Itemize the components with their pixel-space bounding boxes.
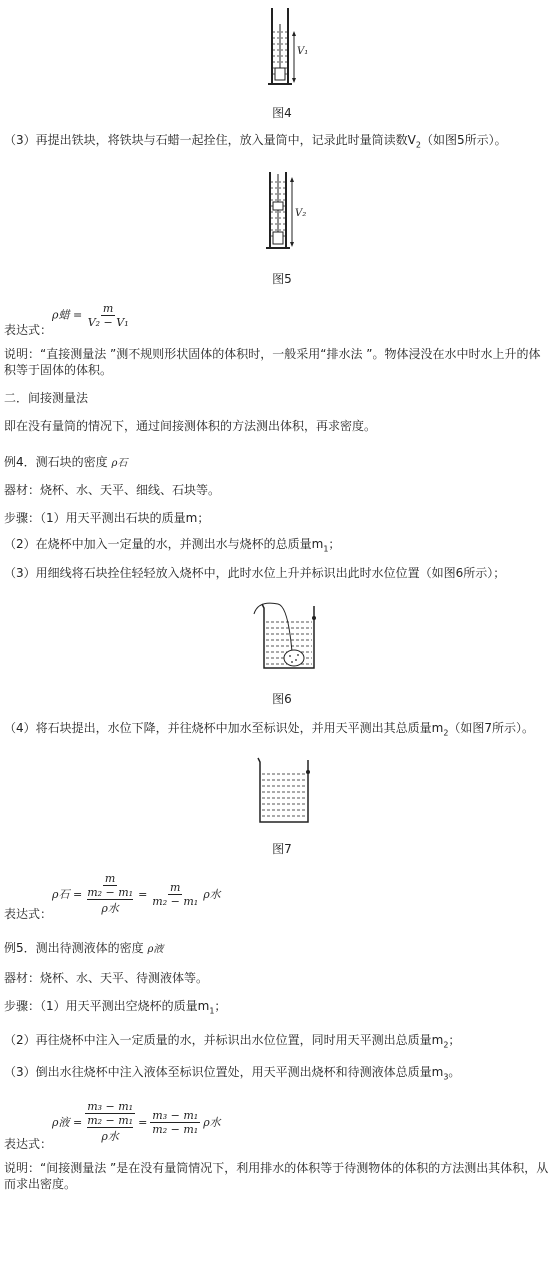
v2-label: V₂ bbox=[295, 208, 307, 219]
formula-liquid-density: ρ液 = m₃ − m₁ m₂ − m₁ ρ水 = $\frac{\text{m₃ − m₁}}{\text{m₂ − m₁}}$ ρ水 bbox=[52, 1100, 221, 1143]
section-indirect: 二．间接测量法 bbox=[4, 391, 89, 405]
ex5-step1: 步骤：（1）用天平测出空烧杯的质量$m_1$； bbox=[4, 999, 227, 1016]
fig5-caption: 图5 bbox=[272, 272, 292, 286]
ex4-step2: （2）在烧杯中加入一定量的水，并测出水与烧杯的总质量$m_1$； bbox=[4, 537, 341, 554]
ex4-step4: （4）将石块提出，水位下降，并往烧杯中加水至标识处，并用天平测出其总质量$m_2$（如图7所示）。 bbox=[4, 721, 535, 738]
ex5-equipment: 器材：烧杯、水、天平、待测液体等。 bbox=[4, 971, 209, 985]
ex4-title: 例4．测石块的密度 ρ石 bbox=[4, 455, 128, 469]
ex5-step3: （3）倒出水往烧杯中注入液体至标识位置处，用天平测出烧杯和待测液体总质量$m_3$。 bbox=[4, 1065, 461, 1082]
note-indirect-method: 说明：“间接测量法 ”是在没有量筒情况下，利用排水的体积等于待测物体的体积的方法测出其体积，从而求出密度。 bbox=[4, 1161, 549, 1191]
formula-wax-density: ρ蜡 = $\frac{m}{\text{V₂ − V₁}}$ bbox=[52, 302, 129, 329]
fig6-caption: 图6 bbox=[272, 692, 292, 706]
figure-7 bbox=[248, 752, 328, 828]
ex4-step1: 步骤：（1）用天平测出石块的质量m； bbox=[4, 511, 210, 525]
ex5-title: 例5．测出待测液体的密度 ρ液 bbox=[4, 941, 164, 955]
section-indirect-desc: 即在没有量筒的情况下，通过间接测体积的方法测出体积，再求密度。 bbox=[4, 419, 377, 433]
expr-label-3: 表达式： bbox=[4, 1137, 53, 1151]
ex4-step3: （3）用细线将石块拴住轻轻放入烧杯中，此时水位上升并标识出此时水位位置（如图6所示）； bbox=[4, 566, 506, 580]
formula-stone-density: ρ石 = m m₂ − m₁ ρ水 = $\frac{m}{\text{m₂ − m₁}}$ ρ水 bbox=[52, 872, 221, 915]
v1-label: V₁ bbox=[297, 46, 309, 57]
ex4-equipment: 器材：烧杯、水、天平、细线、石块等。 bbox=[4, 483, 221, 497]
figure-6 bbox=[248, 598, 328, 674]
step3-cylinder: （3）再提出铁块，将铁块与石蜡一起拴住，放入量筒中，记录此时量筒读数$V_2$（如图5所示）。 bbox=[4, 133, 507, 150]
fig4-caption: 图4 bbox=[272, 106, 292, 120]
note-direct-method: 说明：“直接测量法 ”测不规则形状固体的体积时，一般采用“排水法 ”。物体浸没在水中时水上升的体积等于固体的体积。 bbox=[4, 347, 541, 377]
fig7-caption: 图7 bbox=[272, 842, 292, 856]
expr-label-1: 表达式： bbox=[4, 323, 53, 337]
expr-label-2: 表达式： bbox=[4, 907, 53, 921]
figure-4 bbox=[256, 4, 316, 94]
figure-5 bbox=[258, 168, 318, 258]
ex5-step2: （2）再往烧杯中注入一定质量的水，并标识出水位位置，同时用天平测出总质量$m_2$； bbox=[4, 1033, 461, 1050]
